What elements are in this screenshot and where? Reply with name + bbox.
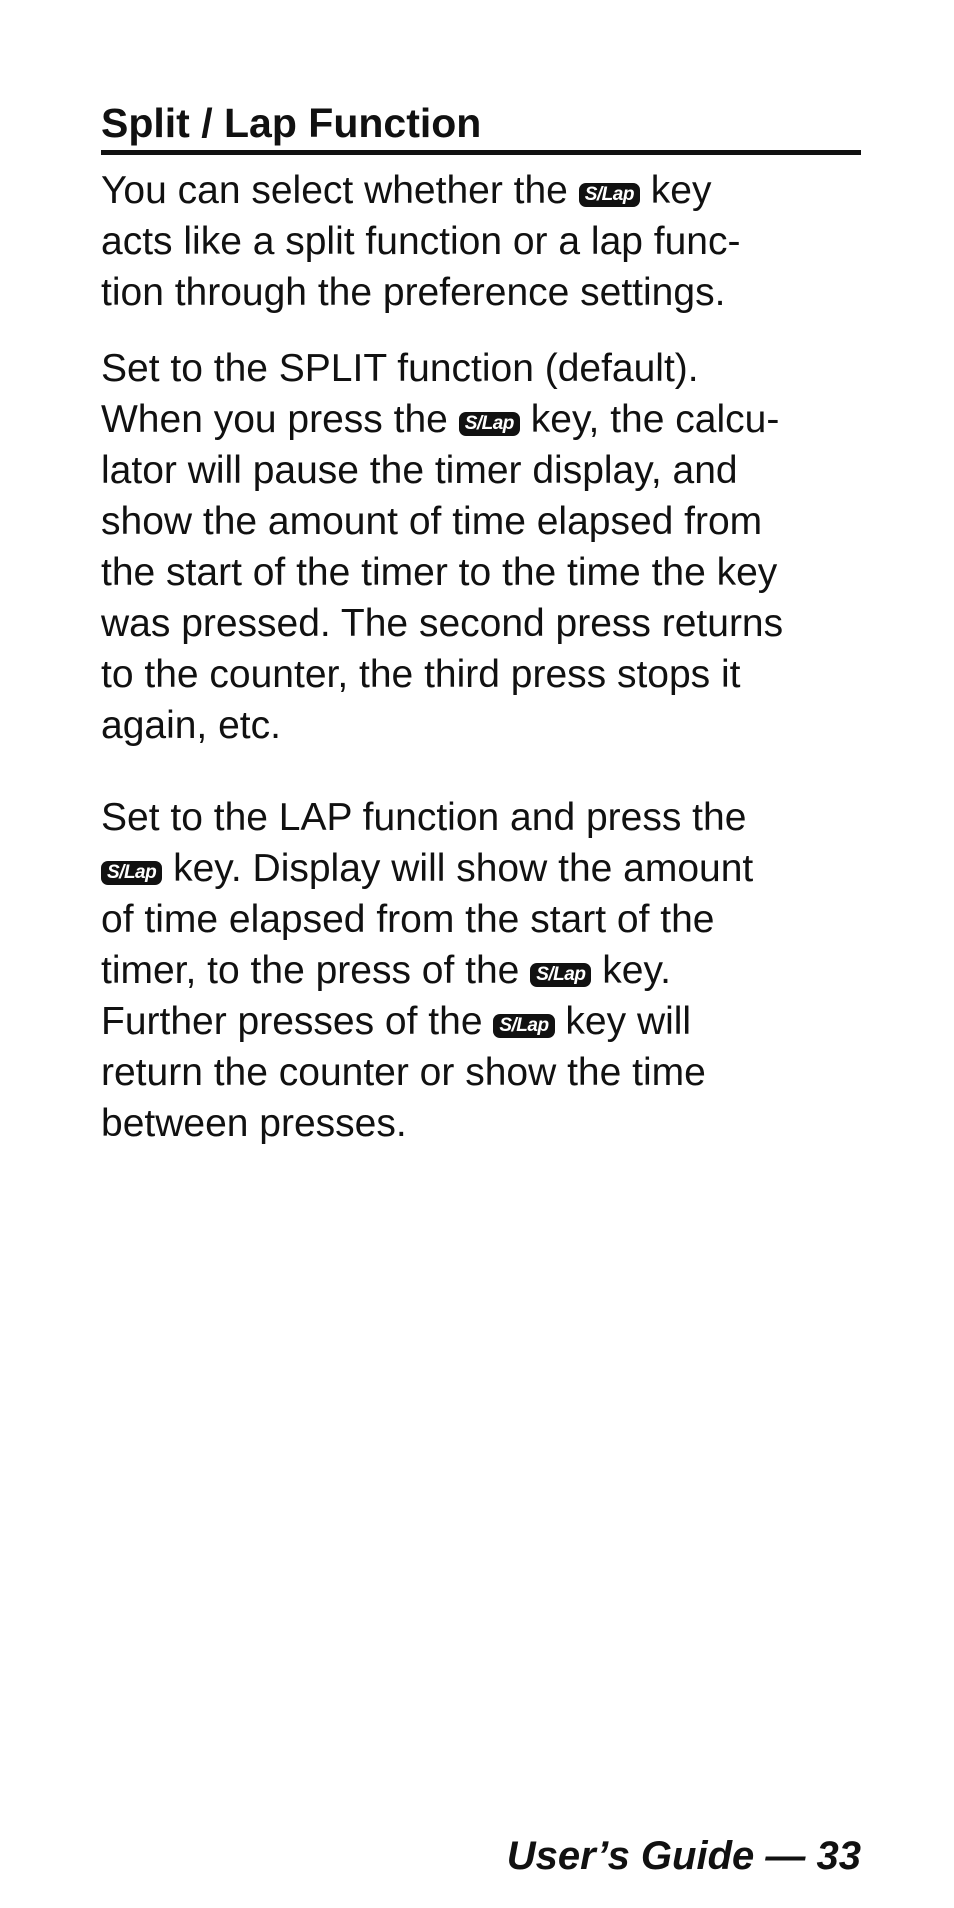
paragraph-lap-mode xyxy=(101,792,861,1149)
text-fragment: key xyxy=(639,169,712,212)
text-fragment: Further presses of the xyxy=(101,1000,494,1043)
section-heading: Split / Lap Function xyxy=(101,98,861,155)
text-fragment: key. xyxy=(591,949,671,992)
text-line: to the counter, the third press stops it xyxy=(101,653,741,696)
text-line: of time elapsed from the start of the xyxy=(101,898,715,941)
text-line: Set to the LAP function and press the xyxy=(101,796,747,839)
text-fragment: When you press the xyxy=(101,398,459,441)
text-line xyxy=(101,945,861,996)
text-fragment: key. Display will show the amount xyxy=(162,847,754,890)
text-line: tion through the preference settings. xyxy=(101,271,726,314)
slap-key-icon: S/Lap xyxy=(530,963,591,987)
page-footer: User’s Guide — 33 xyxy=(506,1834,861,1878)
text-line xyxy=(101,843,861,894)
text-line xyxy=(101,165,861,216)
text-line: Set to the SPLIT function (default). xyxy=(101,347,699,390)
manual-page xyxy=(101,98,861,1149)
slap-key-icon: S/Lap xyxy=(101,861,162,885)
text-line: again, etc. xyxy=(101,704,281,747)
slap-key-icon: S/Lap xyxy=(493,1014,554,1038)
text-line: the start of the timer to the time the key xyxy=(101,551,778,594)
text-line: between presses. xyxy=(101,1102,407,1145)
text-line xyxy=(101,394,861,445)
text-fragment: timer, to the press of the xyxy=(101,949,531,992)
text-line: was pressed. The second press returns xyxy=(101,602,784,645)
slap-key-icon: S/Lap xyxy=(459,412,520,436)
text-line: return the counter or show the time xyxy=(101,1051,706,1094)
text-line: acts like a split function or a lap func- xyxy=(101,220,741,263)
paragraph-intro xyxy=(101,165,861,318)
paragraph-split-mode xyxy=(101,343,861,751)
text-line: show the amount of time elapsed from xyxy=(101,500,763,543)
text-fragment: You can select whether the xyxy=(101,169,579,212)
text-fragment: key will xyxy=(554,1000,692,1043)
text-line: lator will pause the timer display, and xyxy=(101,449,738,492)
slap-key-icon: S/Lap xyxy=(579,183,640,207)
text-line xyxy=(101,996,861,1047)
text-fragment: key, the calcu- xyxy=(519,398,780,441)
